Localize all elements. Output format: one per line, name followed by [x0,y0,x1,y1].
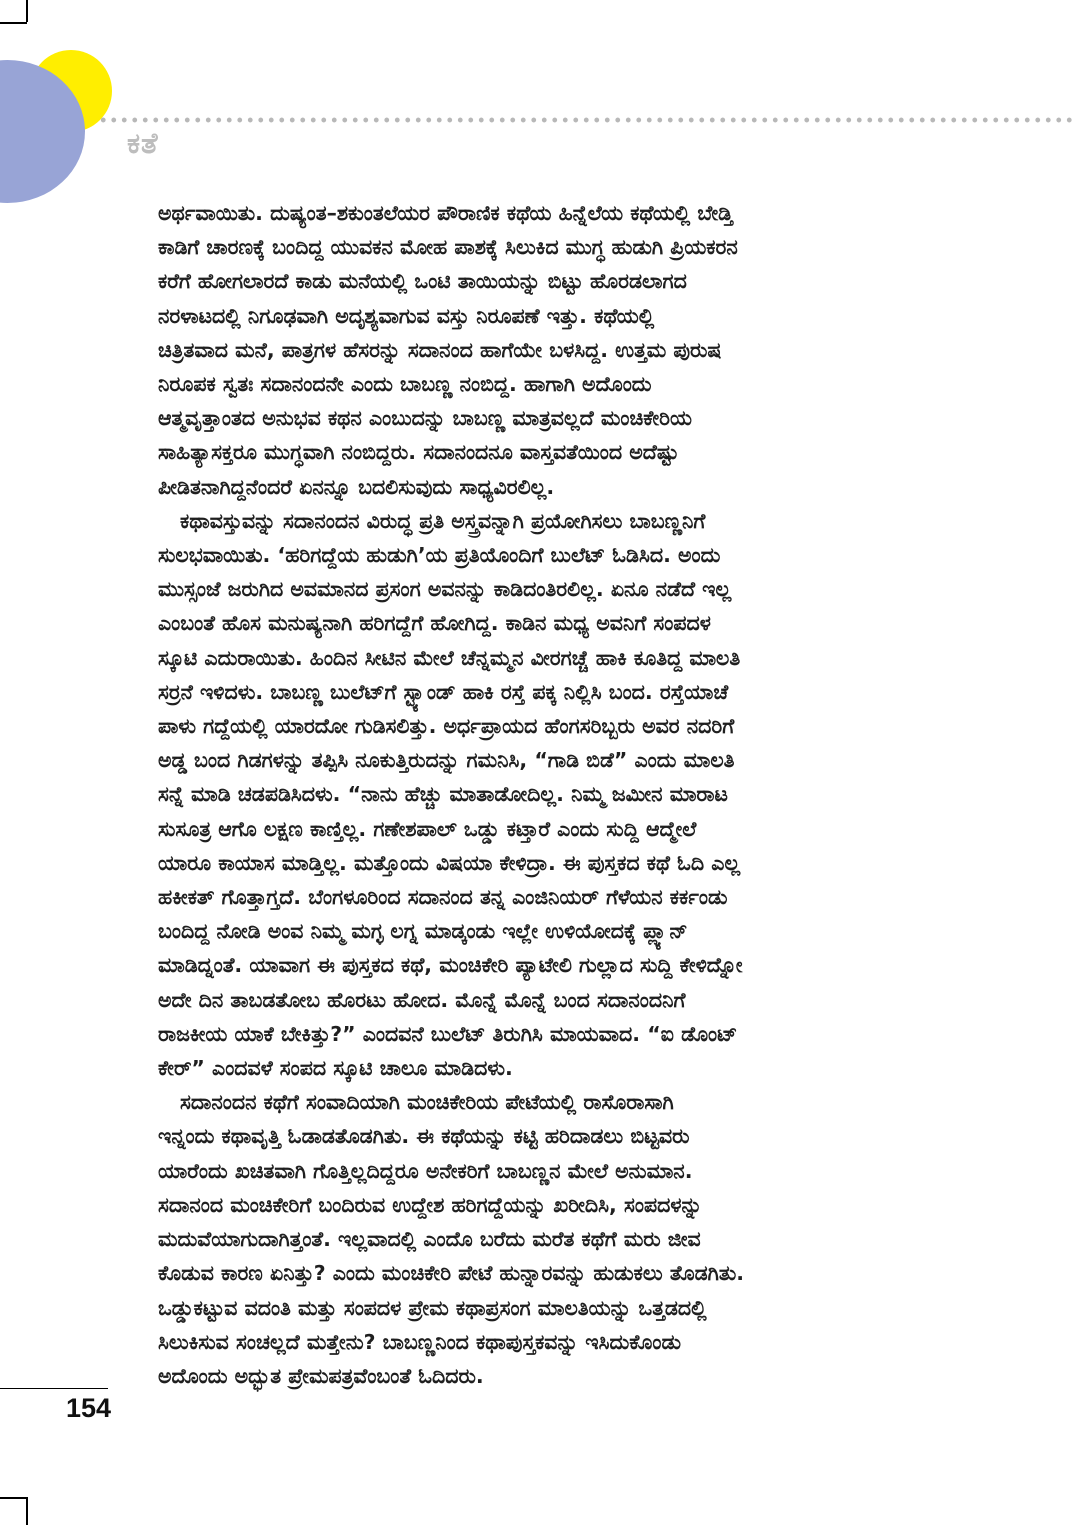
text-line: ಸರ್ರನೆ ಇಳಿದಳು. ಬಾಬಣ್ಣ ಬುಲೆಟ್‌ಗೆ ಸ್ಟ್ಯಾಂಡ್ ಹಾಕಿ ರಸ್ತೆ ಪಕ್ಕ ನಿಲ್ಲಿಸಿ ಬಂದ. ರಸ್ತೆಯಾಚೆ [158,679,729,704]
folio-rule [0,1388,108,1389]
text-line: ನಿರೂಪಕ ಸ್ವತಃ ಸದಾನಂದನೇ ಎಂದು ಬಾಬಣ್ಣ ನಂಬಿದ್ದ. ಹಾಗಾಗಿ ಅದೊಂದು [158,372,652,397]
text-line: ಆತ್ಮವೃತ್ತಾಂತದ ಅನುಭವ ಕಥನ ಎಂಬುದನ್ನು ಬಾಬಣ್ಣ ಮಾತ್ರವಲ್ಲದೆ ಮಂಚಿಕೇರಿಯ [158,406,692,431]
text-line: ಸ್ಕೂಟಿ ಎದುರಾಯಿತು. ಹಿಂದಿನ ಸೀಟಿನ ಮೇಲೆ ಚೆನ್ನಮ್ಮನ ವೀರಗಚ್ಚೆ ಹಾಕಿ ಕೂತಿದ್ದ ಮಾಲತಿ [158,645,741,670]
text-line: ಕರೆಗೆ ಹೋಗಲಾರದೆ ಕಾಡು ಮನೆಯಲ್ಲಿ ಒಂಟಿ ತಾಯಿಯನ್ನು ಬಿಟ್ಟು ಹೊರಡಲಾಗದ [158,269,687,294]
text-line: ಮದುವೆಯಾಗುದಾಗಿತ್ತಂತೆ. ಇಲ್ಲವಾದಲ್ಲಿ ಎಂದೊ ಬರೆದು ಮರೆತ ಕಥೆಗೆ ಮರು ಜೀವ [158,1227,701,1252]
text-line: ಹಕೀಕತ್ ಗೊತ್ತಾಗ್ತದೆ. ಬೆಂಗಳೂರಿಂದ ಸದಾನಂದ ತನ್ನ ಎಂಜಿನಿಯರ್ ಗೆಳೆಯನ ಕರ್ಕಂಡು [158,885,728,910]
text-line: ಯಾರೆಂದು ಖಚಿತವಾಗಿ ಗೊತ್ತಿಲ್ಲದಿದ್ದರೂ ಅನೇಕರಿಗೆ ಬಾಬಣ್ಣನ ಮೇಲೆ ಅನುಮಾನ. [158,1158,693,1183]
paragraph-start-line: ಸದಾನಂದನ ಕಥೆಗೆ ಸಂವಾದಿಯಾಗಿ ಮಂಚಿಕೇರಿಯ ಪೇಟೆಯಲ್ಲಿ ರಾಸೊರಾಸಾಗಿ [180,1090,674,1115]
text-line: ಅದೊಂದು ಅದ್ಭುತ ಪ್ರೇಮಪತ್ರವೆಂಬಂತೆ ಓದಿದರು. [158,1363,484,1388]
text-line: ಸನ್ನೆ ಮಾಡಿ ಚಡಪಡಿಸಿದಳು. “ನಾನು ಹೆಚ್ಚು ಮಾತಾಡೋದಿಲ್ಲ. ನಿಮ್ಮ ಜಮೀನ ಮಾರಾಟ [158,782,728,807]
text-line: ಯಾರೂ ಕಾಯಾಸ ಮಾಡ್ತಿಲ್ಲ. ಮತ್ತೊಂದು ವಿಷಯಾ ಕೇಳಿದ್ರಾ. ಈ ಪುಸ್ತಕದ ಕಥೆ ಓದಿ ಎಲ್ಲ [158,850,741,875]
text-line: ಒಡ್ಡುಕಟ್ಟುವ ವದಂತಿ ಮತ್ತು ಸಂಪದಳ ಪ್ರೇಮ ಕಥಾಪ್ರಸಂಗ ಮಾಲತಿಯನ್ನು ಒತ್ತಡದಲ್ಲಿ [158,1295,707,1320]
text-line: ಪೀಡಿತನಾಗಿದ್ದನೆಂದರೆ ಏನನ್ನೂ ಬದಲಿಸುವುದು ಸಾಧ್ಯವಿರಲಿಲ್ಲ. [158,474,555,499]
text-line: ಕಾಡಿಗೆ ಚಾರಣಕ್ಕೆ ಬಂದಿದ್ದ ಯುವಕನ ಮೋಹ ಪಾಶಕ್ಕೆ ಸಿಲುಕಿದ ಮುಗ್ಧ ಹುಡುಗಿ ಪ್ರಿಯಕರನ [158,235,738,260]
text-line: ನರಳಾಟದಲ್ಲಿ ನಿಗೂಢವಾಗಿ ಅದೃಶ್ಯವಾಗುವ ವಸ್ತು ನಿರೂಪಣೆ ಇತ್ತು. ಕಥೆಯಲ್ಲಿ [158,303,655,328]
crop-mark [26,1497,28,1525]
crop-mark [0,1497,27,1499]
text-line: ಕೊಡುವ ಕಾರಣ ಏನಿತ್ತು? ಎಂದು ಮಂಚಿಕೇರಿ ಪೇಟೆ ಹುನ್ನಾರವನ್ನು ಹುಡುಕಲು ತೊಡಗಿತು. [158,1261,745,1286]
text-line: ಮುಸ್ಸಂಜೆ ಜರುಗಿದ ಅವಮಾನದ ಪ್ರಸಂಗ ಅವನನ್ನು ಕಾಡಿದಂತಿರಲಿಲ್ಲ. ಏನೂ ನಡೆದೆ ಇಲ್ಲ [158,577,732,602]
text-line: ಪಾಳು ಗದ್ದೆಯಲ್ಲಿ ಯಾರದೋ ಗುಡಿಸಲಿತ್ತು. ಅರ್ಧಪ್ರಾಯದ ಹೆಂಗಸರಿಬ್ಬರು ಅವರ ನದರಿಗೆ [158,714,735,739]
body-text [158,196,910,1393]
text-line: ಅರ್ಥವಾಯಿತು. ದುಷ್ಯಂತ–ಶಕುಂತಲೆಯರ ಪೌರಾಣಿಕ ಕಥೆಯ ಹಿನ್ನೆಲೆಯ ಕಥೆಯಲ್ಲಿ ಬೇಡ್ತಿ [158,201,733,225]
text-line: ಅಡ್ಡ ಬಂದ ಗಿಡಗಳನ್ನು ತಪ್ಪಿಸಿ ನೂಕುತ್ತಿರುದನ್ನು ಗಮನಿಸಿ, “ಗಾಡಿ ಬಿಡೆ” ಎಂದು ಮಾಲತಿ [158,748,735,773]
text-line: ರಾಜಕೀಯ ಯಾಕೆ ಬೇಕಿತ್ತು?” ಎಂದವನೆ ಬುಲೆಟ್ ತಿರುಗಿಸಿ ಮಾಯವಾದ. “ಐ ಡೊಂಟ್ [158,1021,738,1046]
page-number: 154 [66,1393,112,1423]
paragraph-start-line: ಕಥಾವಸ್ತುವನ್ನು ಸದಾನಂದನ ವಿರುದ್ಧ ಪ್ರತಿ ಅಸ್ತ್ರವನ್ನಾಗಿ ಪ್ರಯೋಗಿಸಲು ಬಾಬಣ್ಣನಿಗೆ [180,508,706,533]
text-line: ಸುಸೂತ್ರ ಆಗೊ ಲಕ್ಷಣ ಕಾಣ್ತಿಲ್ಲ. ಗಣೇಶಪಾಲ್ ಒಡ್ಡು ಕಟ್ತಾರೆ ಎಂದು ಸುದ್ದಿ ಆದ್ಮೇಲೆ [158,816,697,841]
text-line: ಸಾಹಿತ್ಯಾಸಕ್ತರೂ ಮುಗ್ಧವಾಗಿ ನಂಬಿದ್ದರು. ಸದಾನಂದನೂ ವಾಸ್ತವತೆಯಿಂದ ಅದೆಷ್ಟು [158,440,679,465]
text-line: ಬಂದಿದ್ದ ನೋಡಿ ಅಂವ ನಿಮ್ಮ ಮಗ್ಳ ಲಗ್ನ ಮಾಡ್ಕಂಡು ಇಲ್ಲೇ ಉಳಿಯೋದಕ್ಕೆ ಪ್ಲ್ಯಾನ್ [158,919,688,944]
text-line: ಇನ್ನಂದು ಕಥಾವೃತ್ತಿ ಓಡಾಡತೊಡಗಿತು. ಈ ಕಥೆಯನ್ನು ಕಟ್ಟಿ ಹರಿದಾಡಲು ಬಿಟ್ಟವರು [158,1124,690,1149]
text-line: ಎಂಬಂತೆ ಹೊಸ ಮನುಷ್ಯನಾಗಿ ಹರಿಗದ್ದೆಗೆ ಹೋಗಿದ್ದ. ಕಾಡಿನ ಮಧ್ಯ ಅವನಿಗೆ ಸಂಪದಳ [158,611,711,636]
section-label: ಕತೆ [127,126,159,160]
crop-mark [26,0,28,22]
text-line: ಸುಲಭವಾಯಿತು. ‘ಹರಿಗದ್ದೆಯ ಹುಡುಗಿ’ಯ ಪ್ರತಿಯೊಂದಿಗೆ ಬುಲೆಟ್ ಓಡಿಸಿದ. ಅಂದು [158,543,721,568]
dotted-divider [98,117,1072,123]
crop-mark [0,22,27,24]
text-line: ಮಾಡಿದ್ನಂತೆ. ಯಾವಾಗ ಈ ಪುಸ್ತಕದ ಕಥೆ, ಮಂಚಿಕೇರಿ ಪ್ಯಾಟೇಲಿ ಗುಲ್ಲಾದ ಸುದ್ದಿ ಕೇಳಿದ್ನೋ [158,953,743,978]
text-line: ಅದೇ ದಿನ ತಾಬಡತೋಬ ಹೊರಟು ಹೋದ. ಮೊನ್ನೆ ಮೊನ್ನೆ ಬಂದ ಸದಾನಂದನಿಗೆ [158,987,686,1012]
text-line: ಸದಾನಂದ ಮಂಚಿಕೇರಿಗೆ ಬಂದಿರುವ ಉದ್ದೇಶ ಹರಿಗದ್ದೆಯನ್ನು ಖರೀದಿಸಿ, ಸಂಪದಳನ್ನು [158,1192,703,1217]
text-line: ಚಿತ್ರಿತವಾದ ಮನೆ, ಪಾತ್ರಗಳ ಹೆಸರನ್ನು ಸದಾನಂದ ಹಾಗೆಯೇ ಬಳಸಿದ್ದ. ಉತ್ತಮ ಪುರುಷ [158,337,722,362]
text-line: ಸಿಲುಕಿಸುವ ಸಂಚಲ್ಲದೆ ಮತ್ತೇನು? ಬಾಬಣ್ಣನಿಂದ ಕಥಾಪುಸ್ತಕವನ್ನು ಇಸಿದುಕೊಂಡು [158,1329,682,1354]
text-line: ಕೇರ್” ಎಂದವಳೆ ಸಂಪದ ಸ್ಕೂಟಿ ಚಾಲೂ ಮಾಡಿದಳು. [158,1056,513,1081]
